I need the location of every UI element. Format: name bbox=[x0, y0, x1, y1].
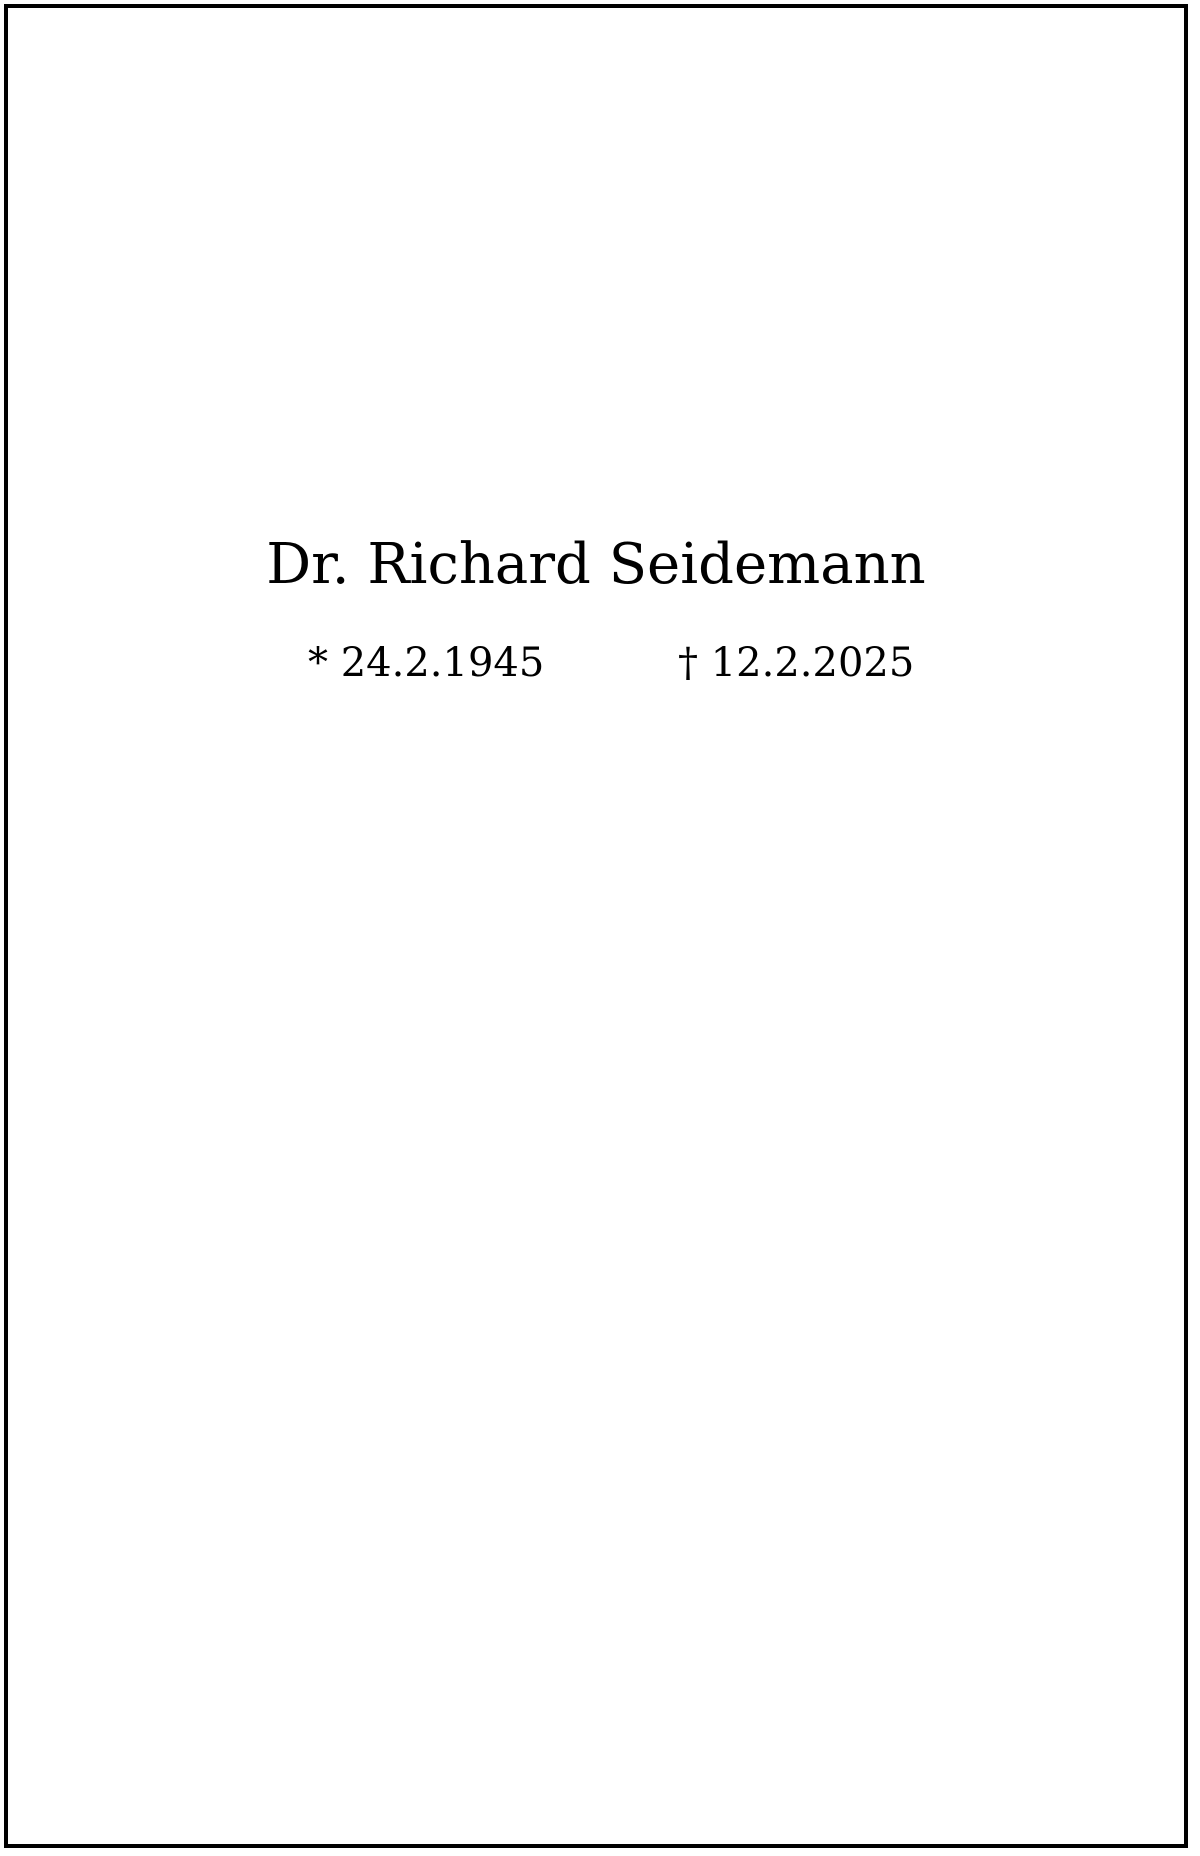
mourner-group bbox=[8, 1024, 1184, 1132]
verse-line-3 bbox=[8, 208, 1184, 266]
ceremony-line-1 bbox=[8, 1297, 1184, 1351]
death-date: † 12.2.2025 bbox=[678, 640, 915, 686]
donation-iban bbox=[8, 1602, 1184, 1652]
mourners-list bbox=[8, 826, 1184, 1150]
mourner-line bbox=[8, 826, 1184, 880]
donation-keyword bbox=[8, 1652, 1184, 1702]
verse-line-1 bbox=[8, 92, 1184, 150]
verse-line-2 bbox=[8, 150, 1184, 208]
life-dates bbox=[8, 635, 1184, 691]
farewell-intro bbox=[8, 393, 1184, 447]
deceased-name: Dr. Richard Seidemann bbox=[266, 532, 926, 597]
donation-line-1 bbox=[8, 1502, 1184, 1552]
donation-line-2 bbox=[8, 1552, 1184, 1602]
donation-request bbox=[8, 1502, 1184, 1702]
memorial-verse bbox=[8, 92, 1184, 266]
mourner-group bbox=[8, 826, 1184, 880]
mourner-line bbox=[8, 898, 1184, 952]
ceremony-notice bbox=[8, 1297, 1184, 1459]
ceremony-line-3 bbox=[8, 1405, 1184, 1459]
obituary-frame bbox=[4, 4, 1188, 1848]
mourner-line bbox=[8, 1078, 1184, 1132]
mourner-line bbox=[8, 1024, 1184, 1078]
ceremony-line-2 bbox=[8, 1351, 1184, 1405]
birth-date: * 24.2.1945 bbox=[308, 640, 545, 686]
funeral-home-address bbox=[8, 1753, 1184, 1797]
mourner-line bbox=[8, 952, 1184, 1006]
mourner-group bbox=[8, 898, 1184, 1006]
